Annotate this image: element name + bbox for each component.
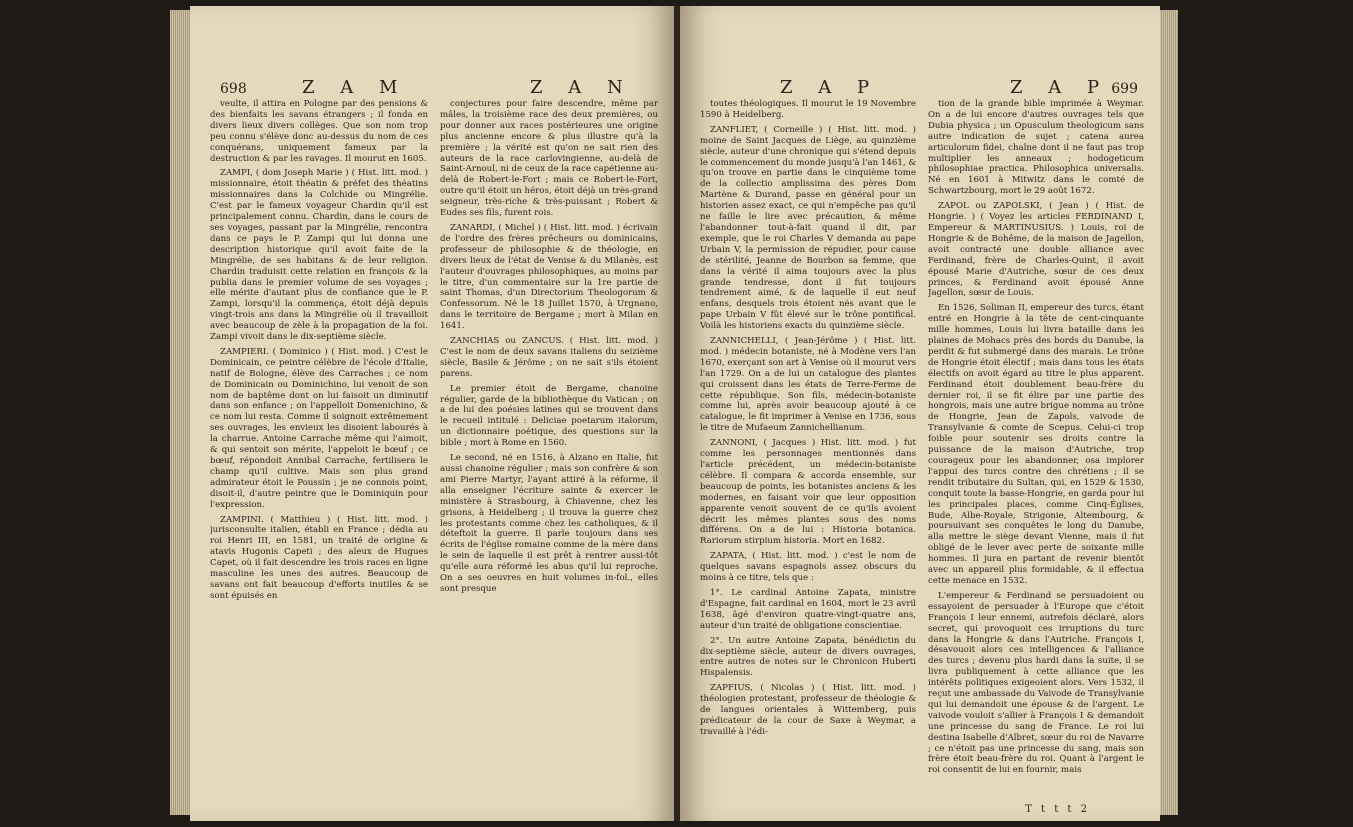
paragraph: ZANFLIET, ( Corneille ) ( Hist. litt. mod. ) moine de Saint Jacques de Liège, au quinzième siècle, auteur d'une chronique qui s'étend depuis le commencement du monde jusqu'à l'an 1461, & qu'on trouve en partie dans le cinquième tome de la collectio amplissima des pères Dom Martène & Durand, passe en général pour un historien assez exact, ce qui n'empêche pas qu'il ne faille le lire avec précaution, & même l'abandonner tout-à-fait quand il dit, par exemple, que le roi Charles V demanda au pape Urbain V, la permission de répudier, pour cause de stérilité, Jeanne de Bourbon sa femme, que dans la vérité il aima toujours avec la plus grande tendresse, dont il fut toujours tendrement aimé, & de laquelle il eut neuf enfans, desquels trois étoient nés avant que le pape Urbain V fût élevé sur le trône pontifical. Voilà les historiens exacts du quinzième siècle. (700, 124, 916, 332)
text-column (210, 99, 428, 807)
paragraph: ZAMPI, ( dom Joseph Marie ) ( Hist. litt. mod. ) missionnaire, étoit théatin & préfet des théatins missionnaires dans la Colchide ou Mingrélie. C'est par le fameux voyageur Chardin qu'il est principalement connu. Chardin, dans le cours de ses voyages, passant par la Mingrélie, rencontra dans ce pays le P. Zampi qui lui donna une description historique qu'il avoit faite de la Mingrélie, de ses habitans & de leur religion. Chardin traduisit cette relation en françois & la publia dans le premier volume de ses voyages ; elle mérite d'autant plus de confiance que le P. Zampi, lorsqu'il la commença, étoit déjà depuis vingt-trois ans dans la Mingrélie où il travailloit avec beaucoup de zèle à la propagation de la foi. Zampi vivoit dans le dix-septième siècle. (210, 168, 428, 343)
running-head-word: Z A N (530, 77, 633, 98)
right-running-head (680, 77, 1160, 101)
page-number: 698 (220, 81, 247, 97)
text-columns (210, 99, 658, 807)
paragraph: conjectures pour faire descendre, même par mâles, la troisième race des deux premières, ou pour donner aux races postérieures une origine plus ancienne encore & plus illustre qu'à la première ; la vérité est qu'on ne sait rien des auteurs de la race carlovingienne, au-delà de Saint-Arnoul, ni de ceux de la race capétienne au-delà de Robert-le-Fort ; mais ce Robert-le-Fort, outre qu'il étoit un héros, étoit déjà un très-grand seigneur, très-riche & très-puissant ; Robert & Eudes ses fils, furent rois. (440, 99, 658, 219)
text-column (440, 99, 658, 807)
page-number: 699 (1111, 81, 1138, 97)
left-page-edges (170, 10, 190, 815)
running-head-word: Z A P (1010, 77, 1110, 98)
paragraph: ZANCHIAS ou ZANCUS. ( Hist. litt. mod. ) C'est le nom de deux savans italiens du seizième siècle, Basile & Jérôme ; on ne sait s'ils étoient parens. (440, 336, 658, 379)
paragraph: toutes théologiques. Il mourut le 19 Novembre 1590 à Heidelberg. (700, 99, 916, 120)
left-running-head (190, 77, 674, 101)
text-columns (700, 99, 1144, 807)
paragraph: ZANARDI, ( Michel ) ( Hist. litt. mod. ) écrivain de l'ordre des frères prêcheurs ou dominicains, professeur de philosophie & de théologie, en divers lieux de l'état de Venise & du Milanès, est l'auteur d'ouvrages philosophiques, au moins par le titre, d'un commentaire sur la 1re partie de saint Thomas, d'un Directorium Theologorum & Confessorum. Né le 18 Juillet 1570, à Urgnano, dans le territoire de Bergame ; mort à Milan en 1641. (440, 222, 658, 332)
paragraph: Le premier étoit de Bergame, chanoine régulier, garde de la bibliothèque du Vatican ; on a de lui des poésies latines qui se trouvent dans le recueil intitulé : Deliciae poetarum italorum, un dictionnaire poétique, des questions sur la bible ; mort à Rome en 1560. (440, 383, 658, 449)
paragraph: veulte, il attira en Pologne par des pensions & des bienfaits les savans étrangers ; il fonda en divers lieux divers collèges. Que son nom trop peu connu s'élève donc au-dessus du nom de ces conquérans, uniquement fameux par la destruction & par les ravages. Il mourut en 1605. (210, 99, 428, 164)
paragraph: ZAMPINI. ( Matthieu ) ( Hist. litt. mod. ) jurisconsulte italien, établi en France ; dédia au roi Henri III, en 1581, un traité de origine & atavis Hugonis Capeti ; des aïeux de Hugues Capet, où il fait descendre les trois races en ligne masculine les unes des autres. Beaucoup de savans ont fait beaucoup d'efforts inutiles & se sont épuisés en (210, 514, 428, 601)
running-head-word: Z A P (780, 77, 880, 98)
text-column (700, 99, 916, 807)
paragraph: ZAPFIUS, ( Nicolas ) ( Hist. litt. mod. ) théologien protestant, professeur de théologie & de langues orientales à Wittemberg, puis prédicateur de la cour de Saxe à Weymar, a travaillé à l'édi- (700, 683, 916, 737)
paragraph: ZANNONI, ( Jacques ) Hist. litt. mod. ) fut comme les personnages mentionnés dans l'article précédent, un médecin-botaniste célèbre. Il compara & accorda ensemble, sur beaucoup de points, les botanistes anciens & les modernes, en faisant voir que leur opposition apparente venoit souvent de ce qu'ils avoient décrit les mêmes plantes sous des noms différens. On a de lui : Historia botanica. Rariorum stirpium historia. Mort en 1682. (700, 438, 916, 547)
text-column (928, 99, 1144, 807)
paragraph: 1°. Le cardinal Antoine Zapata, ministre d'Espagne, fait cardinal en 1604, mort le 23 avril 1638, âgé d'environ quatre-vingt-quatre ans, auteur d'un traité de obligatione conscientiae. (700, 587, 916, 631)
paragraph: ZAPOL ou ZAPOLSKI, ( Jean ) ( Hist. de Hongrie. ) ( Voyez les articles FERDINAND I, Empereur & MARTINUSIUS. ) Louis, roi de Hongrie & de Bohême, de la maison de Jagellon, avoit contracté une double alliance avec Ferdinand, frère de Charles-Quint, il avoit épousé Marie d'Autriche, sœur de ces deux princes, & Ferdinand avoit épousé Anne Jagellon, sœur de Louis. (928, 201, 1144, 299)
running-head-word: Z A M (302, 77, 408, 98)
signature-mark: T t t t 2 (1025, 804, 1090, 815)
right-page-edges (1160, 10, 1178, 815)
paragraph: ZANNICHELLI, ( Jean-Jérôme ) ( Hist. litt. mod. ) médecin botaniste, né à Modène vers l'an 1670, exerçant son art à Venise où il mourut vers l'an 1729. On a de lui un catalogue des plantes qui croissent dans les états de Terre-Ferme de cette république. Son fils, médecin-botaniste comme lui, après avoir beaucoup ajouté à ce catalogue, le fit imprimer à Venise en 1736, sous le titre de Mufaeum Zannichellianum. (700, 336, 916, 434)
paragraph: En 1526, Soliman II, empereur des turcs, étant entré en Hongrie à la tête de cent-cinquante mille hommes, Louis lui livra bataille dans les plaines de Mohacs près des bords du Danube, la perdit & fut submergé dans des marais. Le trône de Hongrie étoit électif ; mais dans tous les états électifs on avoit égard au titre le plus apparent. Ferdinand étoit doublement beau-frère du dernier roi, il se fit élire par une partie des hongrois, mais une autre brigue nomma au trône de Hongrie, Jean de Zapols, vaivode de Transylvanie & comte de Scepus. Celui-ci trop foible pour soutenir ses droits contre la puissance de la maison d'Autriche, trop courageux pour les abandonner, osa implorer l'appui des turcs contre des chrétiens ; il se rendit tributaire du Sultan, qui, en 1529 & 1530, conquit toute la basse-Hongrie, en garda pour lui les principales places, comme Cinq-Églises, Bude, Albe-Royale, Strigonie, Altembourg, & poursuivant ses conquêtes le long du Danube, alla mettre le siège devant Vienne, mais il fut obligé de le lever avec perte de soixante mille hommes. Il jura en partant de revenir bientôt avec un appareil plus formidable, & il effectua cette menace en 1532. (928, 303, 1144, 586)
paragraph: tion de la grande bible imprimée à Weymar. On a de lui encore d'autres ouvrages tels que Dubia physica ; un Opusculum theologicum sans autre indication de sujet ; catena aurea articulorum fidei, chaîne dont il ne faut pas trop multiplier les anneaux ; hodogeticum philosophiae practica. Philosophica universalis. Né en 1601 à Mitwitz dans le comté de Schwartzbourg, mort le 29 août 1672. (928, 99, 1144, 197)
paragraph: L'empereur & Ferdinand se persuadoient ou essayoient de persuader à l'Europe que c'étoit François I leur ennemi, autrefois déclaré, alors secret, qui provoquoit ces irruptions du turc dans la Hongrie & dans l'Autriche. François I, désavouoit alors ces intelligences & l'alliance des turcs ; devenu plus hardi dans la suite, il se livra publiquement à cette alliance que les intérêts politiques exigeoient alors. Vers 1532, il reçut une ambassade du Vaivode de Transylvanie qui lui demandoit une épouse & de l'argent. Le vaivode vouloit s'allier à François I & demandoit une princesse du sang de France. Le roi lui destina Isabelle d'Albret, sœur du roi de Navarre ; ce n'étoit pas une princesse du sang, mais son frère étoit beau-frère du roi. Quant à l'argent le roi consentit de lui en fournir, mais (928, 590, 1144, 776)
right-page (680, 6, 1160, 821)
left-page (190, 6, 674, 821)
paragraph: ZAPATA, ( Hist. litt. mod. ) c'est le nom de quelques savans espagnols assez obscurs du moins à ce titre, tels que : (700, 551, 916, 584)
paragraph: Le second, né en 1516, à Alzano en Italie, fut aussi chanoine régulier ; mais son confrère & son ami Pierre Martyr, l'ayant attiré à la réforme, il alla enseigner l'écriture sainte & exercer le ministère à Strasbourg, à Chiavenne, chez les grisons, à Heidelberg ; il trouva la guerre chez les protestants comme chez les catholiques, & il déteftoit la guerre. Il parle toujours dans ses écrits de l'église romaine comme de la mère dans le sein de laquelle il est prêt à rentrer aussi-tôt qu'elle aura réformé les abus qu'il lui reproche. On a ses oeuvres en huit volumes in-fol., elles sont presque (440, 453, 658, 594)
paragraph: 2°. Un autre Antoine Zapata, bénédictin du dix-septième siècle, auteur de divers ouvrages, entre autres de notes sur le Chronicon Huberti Hispalensis. (700, 635, 916, 679)
paragraph: ZAMPIERI. ( Dominico ) ( Hist. mod. ) C'est le Dominicain, ce peintre célèbre de l'école d'Italie, natif de Bologne, élève des Carraches ; ce nom de Dominicain ou Dominichino, lui venoit de son nom de baptême dont on lui faisoit un diminutif dans son enfance ; on l'appelloit Domenichino, & ce nom lui resta. Comme il soignoit extrêmement ses ouvrages, les envieux les disoient labourés à la charrue. Antoine Carrache même qui l'aimoit, & qui sentoit son mérite, l'appeloit le bœuf ; ce bœuf, répondoit Annibal Carrache, fertilisera le champ qu'il cultive. Mais son plus grand admirateur étoit le Poussin ; je ne connois point, disoit-il, d'autre peintre que le Dominiquin pour l'expression. (210, 346, 428, 510)
